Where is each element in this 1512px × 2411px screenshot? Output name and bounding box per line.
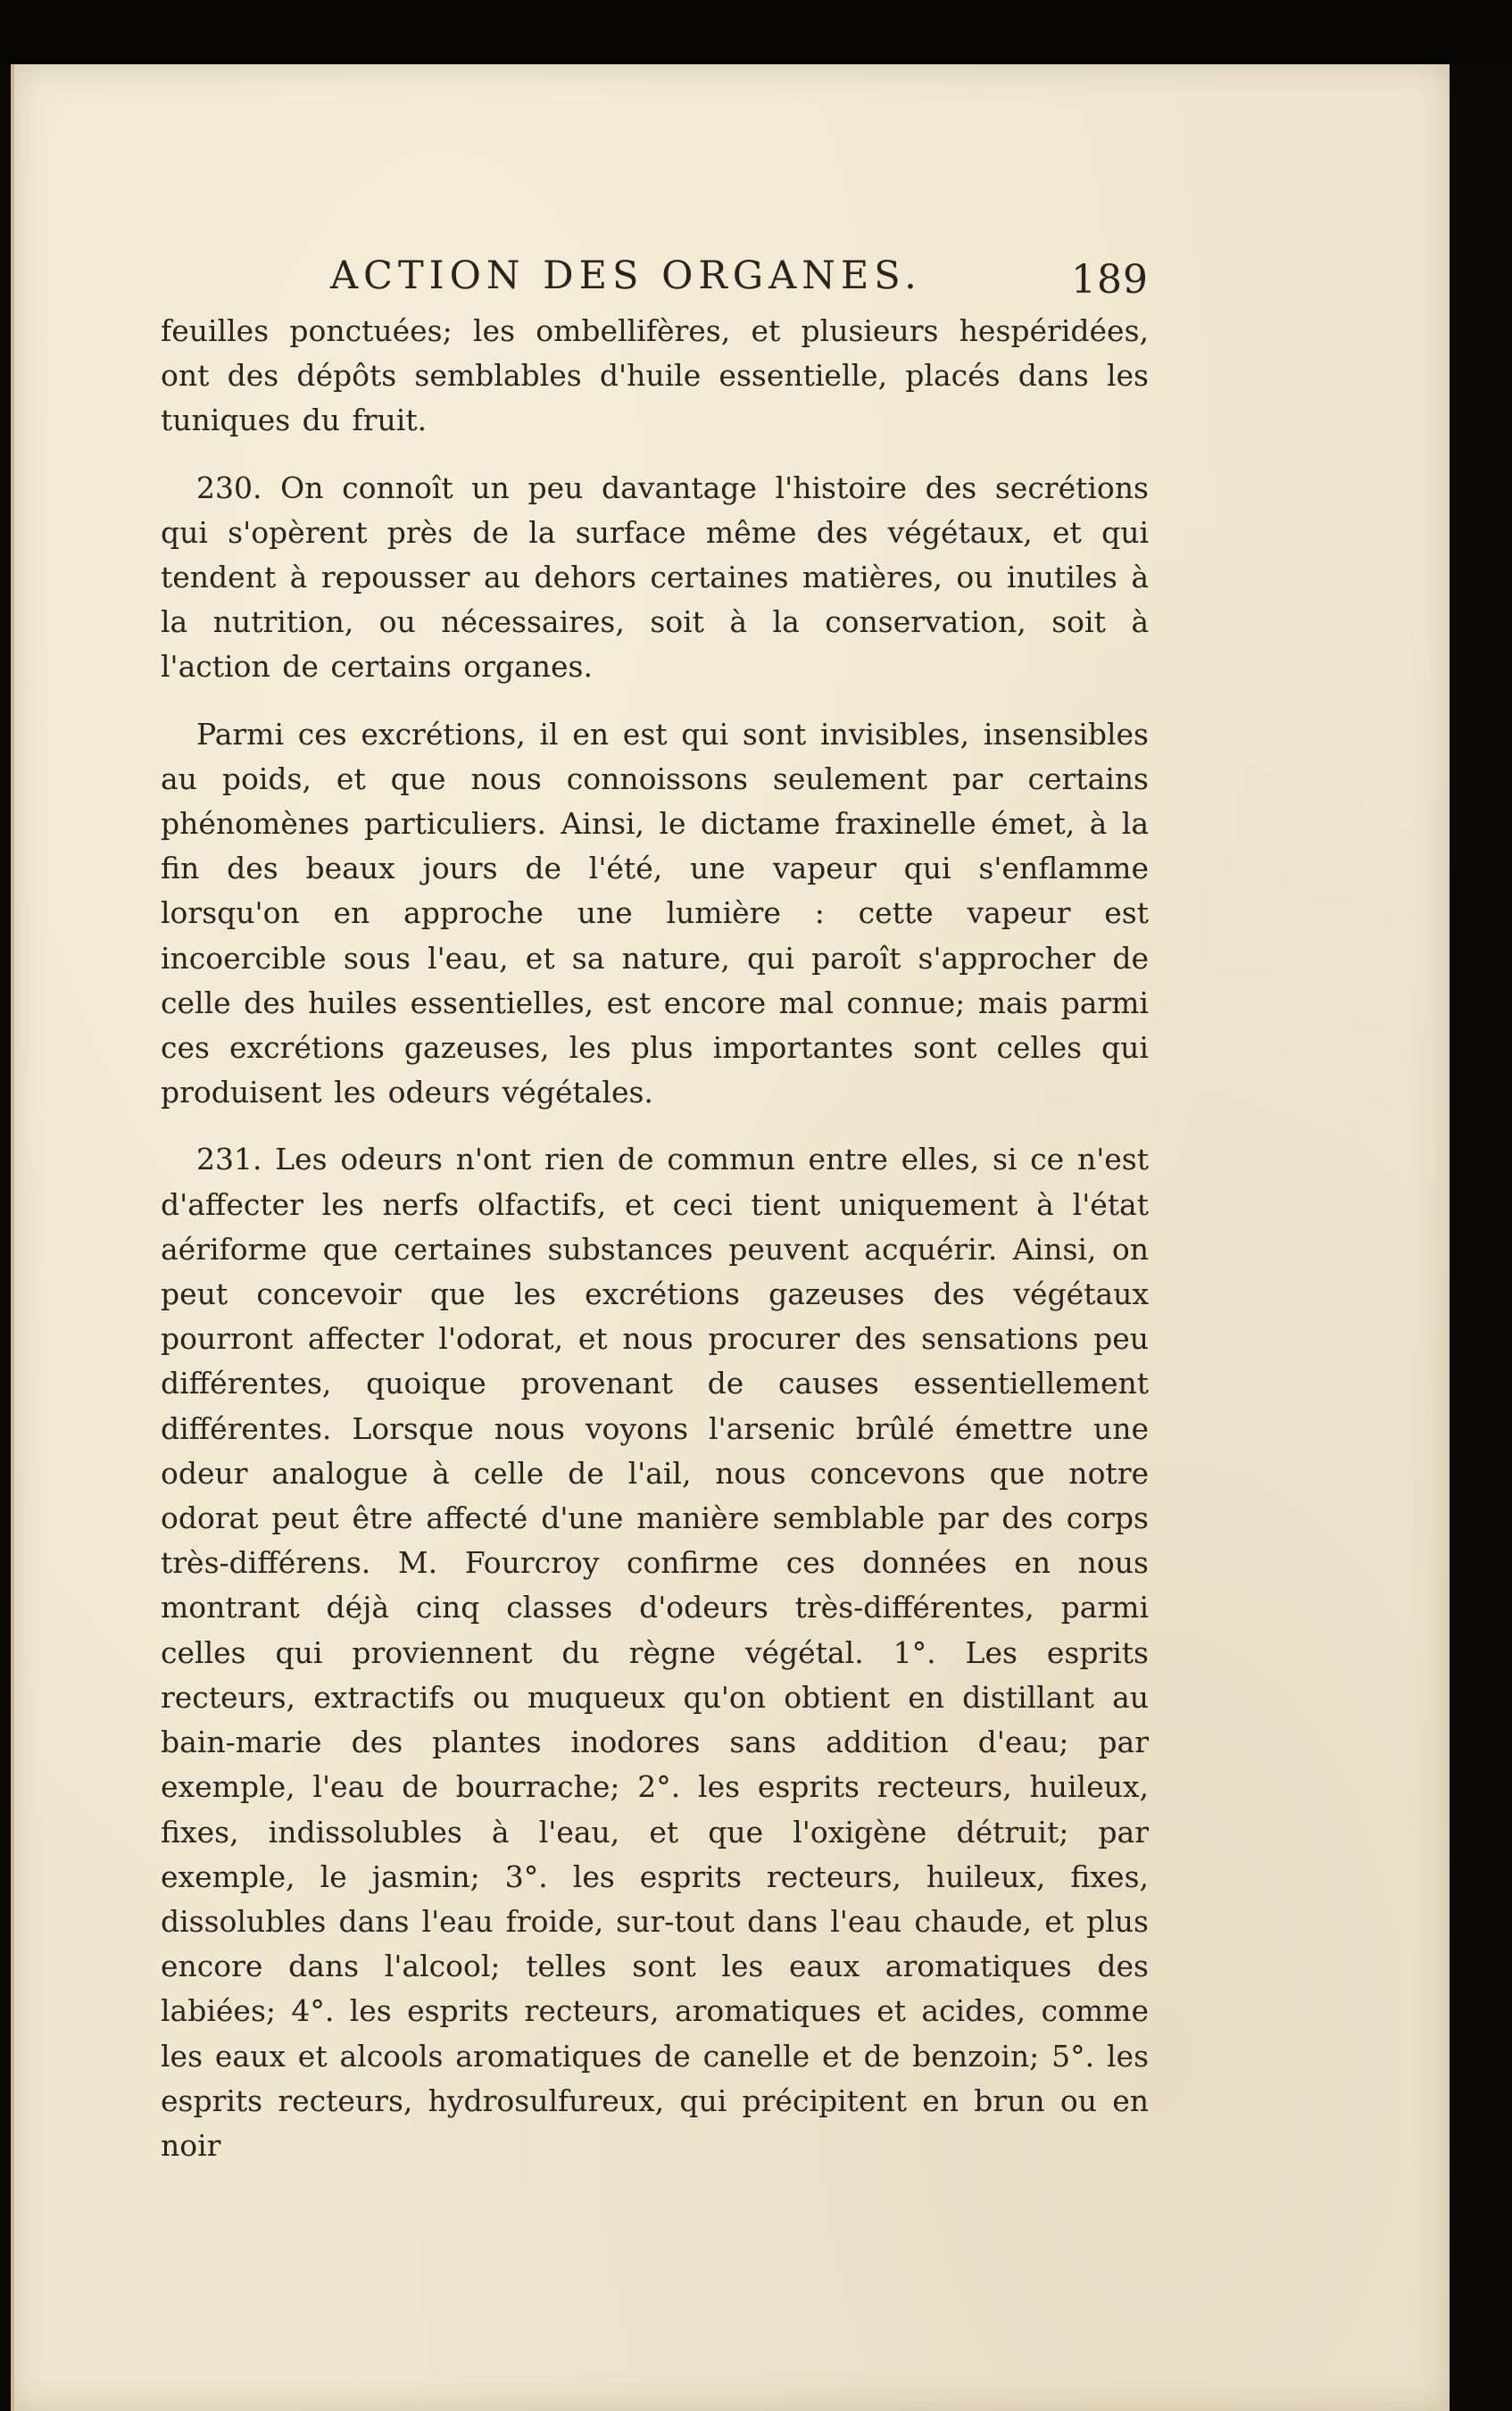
scan-top-border — [0, 0, 1512, 64]
paragraph-continuation — [161, 309, 1149, 444]
paragraph-text: On connoît un peu davantage l'histoire des secrétions qui s'opèrent près de la surface même des végétaux, et qui tendent à repousser au dehors certaines matières, ou inutiles à la nutrition, ou nécessaires, soit à la conservation, soit à l'action de certains organes. — [161, 470, 1149, 685]
book-page — [11, 64, 1450, 2411]
paragraph-excretions — [161, 712, 1149, 1116]
running-head — [161, 254, 1149, 309]
page-number: 189 — [1071, 257, 1149, 303]
page-left-edge — [11, 64, 14, 2411]
paragraph-text: Les odeurs n'ont rien de commun entre elles, si ce n'est d'affecter les nerfs olfactifs, et ceci tient uniquement à l'état aériforme que certaines substances peuvent acquérir. Ainsi, on peut concevoir que les excrétions gazeuses des végétaux pourront affecter l'odorat, et nous procurer des sensations peu différentes, quoique provenant de causes essentiellement différentes. Lorsque nous voyons l'arsenic brûlé émettre une odeur analogue à celle de l'ail, nous concevons que notre odorat peut être affecté d'une manière semblable par des corps très-différens. M. Fourcroy confirme ces données en nous montrant déjà cinq classes d'odeurs très-différentes, parmi celles qui proviennent du règne végétal. 1°. Les esprits recteurs, extractifs ou muqueux qu'on obtient en distillant au bain-marie des plantes inodores sans addition d'eau; par exemple, l'eau de bourrache; 2°. les esprits recteurs, huileux, fixes, indissolubles à l'eau, et que l'oxigène détruit; par exemple, le jasmin; 3°. les esprits recteurs, huileux, fixes, dissolubles dans l'eau froide, sur-tout dans l'eau chaude, et plus encore dans l'alcool; telles sont les eaux aromatiques des labiées; 4°. les esprits recteurs, aromatiques et acides, comme les eaux et alcools aromatiques de canelle et de benzoin; 5°. les esprits recteurs, hydrosulfureux, qui précipitent en brun ou en noir — [161, 1142, 1149, 2163]
text-block — [161, 254, 1149, 2168]
paragraph-text: Parmi ces excrétions, il en est qui sont invisibles, insensibles au poids, et que nous connoissons seulement par certains phénomènes particuliers. Ainsi, le dictame fraxinelle émet, à la fin des beaux jours de l'été, une vapeur qui s'enflamme lorsqu'on en approche une lumière : cette vapeur est incoercible sous l'eau, et sa nature, qui paroît s'approcher de celle des huiles essentielles, est encore mal connue; mais parmi ces excrétions gazeuses, les plus importantes sont celles qui produisent les odeurs végétales. — [161, 716, 1149, 1110]
paragraph-number: 231. — [196, 1142, 262, 1177]
paragraph-231 — [161, 1137, 1149, 2168]
paragraph-number: 230. — [196, 470, 262, 505]
body-text — [161, 309, 1149, 2168]
running-head-title: ACTION DES ORGANES. — [330, 254, 922, 298]
paragraph-230 — [161, 466, 1149, 690]
paragraph-text: feuilles ponctuées; les ombellifères, et plusieurs hespéridées, ont des dépôts semblables d'huile essentielle, placés dans les tuniques du fruit. — [161, 313, 1149, 438]
